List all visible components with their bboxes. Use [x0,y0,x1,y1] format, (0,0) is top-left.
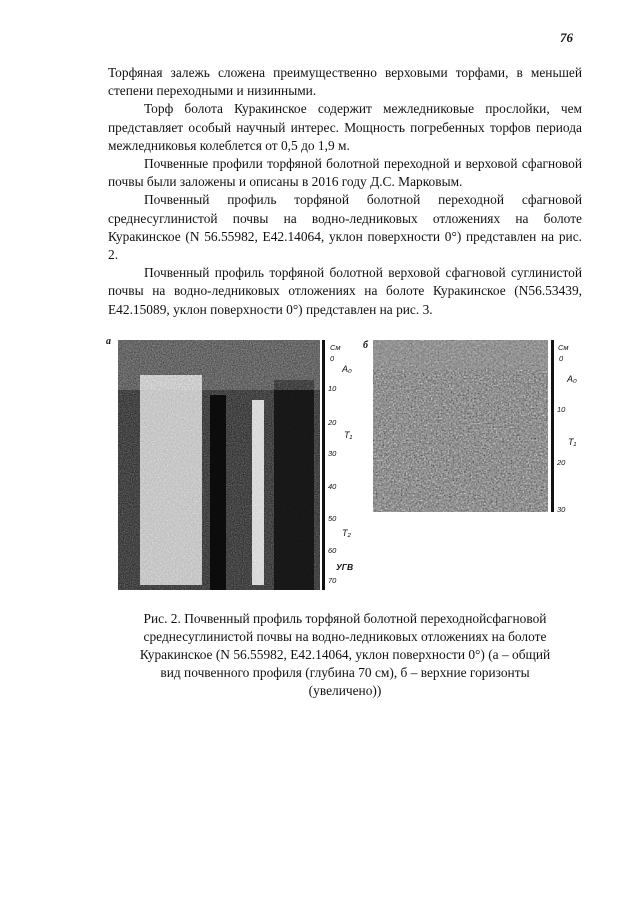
caption-line: Куракинское (N 56.55982, E42.14064, уклон поверхности 0°) (а – общий [139,647,551,662]
caption-line: Рис. 2. Почвенный профиль торфяной болотной переходнойсфагновой [143,611,547,626]
paragraph-1: Торфяная залежь сложена преимущественно верховыми торфами, в меньшей степени переходными и низинными. [108,65,582,99]
panel-a-horizon-label: T₁ [344,430,353,440]
soil-profile-photo-a [118,340,320,590]
panel-b-tick: 10 [557,405,566,414]
panel-a-tick: 60 [328,546,337,555]
panel-b-unit: См [558,343,569,352]
panel-b-tick: 30 [557,505,566,514]
figure-caption [108,610,582,700]
soil-profile-photo-a-graphic [118,340,320,590]
panel-a-scale-bar [322,340,326,590]
panel-a-tick: 50 [328,514,337,523]
panel-a-tick: 70 [328,576,337,585]
paragraph-5: Почвенный профиль торфяной болотной верховой сфагновой суглинистой почвы на водно-ледниковых отложениях на болоте Куракинское (N56.53439, E42.15089, уклон поверхности 0°) представлен на рис. 3. [108,265,582,317]
panel-a-unit: См [330,343,341,352]
panel-a-tick: 40 [328,482,337,491]
panel-b-letter: б [363,340,368,351]
paragraph-2: Торф болота Куракинское содержит межледниковые прослойки, чем представляет особый научный интерес. Мощность погребенных торфов периода межледниковья колеблется от 0,5 до 1,9 м. [108,101,582,153]
caption-line: вид почвенного профиля (глубина 70 см), б – верхние горизонты [160,665,530,680]
caption-line: среднесуглинистой почвы на водно-ледниковых отложениях на болоте [143,629,547,644]
paragraph-3: Почвенные профили торфяной болотной переходной и верховой сфагновой почвы были заложены и описаны в 2016 году Д.С. Марковым. [108,156,582,190]
panel-a-letter: а [106,336,111,347]
panel-b-tick: 20 [557,458,566,467]
panel-b-scale-bar [551,340,555,512]
panel-b-tick: 0 [559,354,564,363]
panel-a-tick: 20 [328,418,337,427]
panel-a-horizon-label: T₂ [342,528,351,538]
body-text [108,64,582,319]
panel-b-horizon-label: T₁ [568,437,577,447]
soil-profile-photo-b-graphic [373,340,548,512]
panel-a-tick: 0 [330,354,335,363]
caption-line: (увеличено)) [308,683,382,698]
panel-b-horizon-label: A₀ [567,374,577,384]
panel-a-horizon-label: УГВ [336,562,354,572]
panel-a-tick: 10 [328,384,337,393]
panel-a-horizon-label: A₀ [342,364,352,374]
paragraph-4: Почвенный профиль торфяной болотной переходной сфагновой среднесуглинистой почвы на водно-ледниковых отложениях на болоте Куракинское (N 56.55982, E42.14064, уклон поверхности 0°) представлен на рис. 2. [108,192,582,263]
soil-profile-photo-b [373,340,548,512]
page-number: 76 [560,30,573,45]
panel-a-tick: 30 [328,449,337,458]
